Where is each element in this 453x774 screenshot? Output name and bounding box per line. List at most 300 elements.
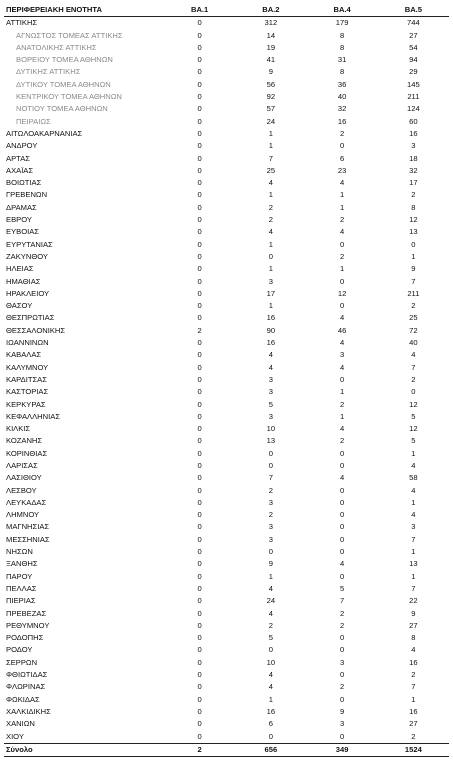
ba1-value-cell: 0 bbox=[197, 424, 202, 434]
ba2-value-cell: 3 bbox=[268, 276, 273, 286]
region-name-cell: ΦΛΩΡΙΝΑΣ bbox=[6, 682, 46, 692]
ba4-value-cell: 4 bbox=[340, 362, 345, 372]
ba2-value-cell: 0 bbox=[268, 547, 273, 557]
ba1-value-cell: 0 bbox=[197, 79, 202, 89]
table-subrow bbox=[4, 79, 449, 91]
region-name-cell: ΦΩΚΙΔΑΣ bbox=[6, 694, 40, 704]
table-subrow bbox=[4, 42, 449, 54]
region-name-cell: ΑΓΝΩΣΤΟΣ ΤΟΜΕΑΣ ΑΤΤΙΚΗΣ bbox=[16, 30, 123, 40]
region-name-cell: ΑΙΤΩΛΟΑΚΑΡΝΑΝΙΑΣ bbox=[6, 128, 83, 138]
ba2-value-cell: 4 bbox=[268, 583, 273, 593]
ba1-value-cell: 0 bbox=[197, 239, 202, 249]
region-name-cell: ΡΟΔΟΠΗΣ bbox=[6, 633, 44, 643]
table-row bbox=[4, 202, 449, 214]
total-label: Σύνολο bbox=[4, 743, 164, 756]
ba4-value-cell: 8 bbox=[340, 30, 345, 40]
ba1-value-cell: 0 bbox=[197, 608, 202, 618]
ba2-value-cell: 0 bbox=[268, 460, 273, 470]
ba4-value-cell: 3 bbox=[340, 657, 345, 667]
ba5-value-cell: 124 bbox=[407, 104, 420, 114]
ba4-value-cell: 0 bbox=[340, 141, 345, 151]
table-row bbox=[4, 276, 449, 288]
ba5-value-cell: 17 bbox=[409, 178, 418, 188]
table-row bbox=[4, 411, 449, 423]
ba4-value-cell: 1 bbox=[340, 202, 345, 212]
table-row bbox=[4, 312, 449, 324]
ba4-value-cell: 0 bbox=[340, 522, 345, 532]
ba1-value-cell: 0 bbox=[197, 350, 202, 360]
region-name-cell: ΑΝΑΤΟΛΙΚΗΣ ΑΤΤΙΚΗΣ bbox=[16, 42, 97, 52]
ba1-value-cell: 0 bbox=[197, 338, 202, 348]
table-row bbox=[4, 128, 449, 140]
ba1-value-cell: 0 bbox=[197, 301, 202, 311]
table-row bbox=[4, 399, 449, 411]
region-name-cell: ΛΕΣΒΟΥ bbox=[6, 485, 37, 495]
ba5-value-cell: 1 bbox=[411, 547, 416, 557]
ba2-value-cell: 0 bbox=[268, 731, 273, 741]
ba2-value-cell: 57 bbox=[266, 104, 276, 114]
ba2-value-cell: 3 bbox=[268, 522, 273, 532]
region-name-cell: ΕΥΡΥΤΑΝΙΑΣ bbox=[6, 239, 53, 249]
ba5-value-cell: 4 bbox=[411, 350, 416, 360]
region-name-cell: ΞΑΝΘΗΣ bbox=[6, 559, 38, 569]
ba5-value-cell: 16 bbox=[409, 706, 418, 716]
region-name-cell: ΑΡΤΑΣ bbox=[6, 153, 30, 163]
ba1-value-cell: 0 bbox=[197, 18, 202, 28]
ba2-value-cell: 1 bbox=[268, 239, 273, 249]
table-row bbox=[4, 251, 449, 263]
ba1-value-cell: 0 bbox=[197, 473, 202, 483]
ba4-value-cell: 4 bbox=[340, 338, 345, 348]
ba5-value-cell: 744 bbox=[407, 18, 420, 28]
ba2-value-cell: 7 bbox=[268, 473, 273, 483]
region-name-cell: ΙΩΑΝΝΙΝΩΝ bbox=[6, 338, 49, 348]
ba4-value-cell: 179 bbox=[335, 18, 349, 28]
table-row bbox=[4, 571, 449, 583]
ba5-value-cell: 22 bbox=[409, 596, 418, 606]
total-ba1: 2 bbox=[164, 743, 235, 756]
ba4-value-cell: 2 bbox=[340, 128, 345, 138]
ba2-value-cell: 92 bbox=[266, 92, 276, 102]
ba5-value-cell: 25 bbox=[409, 313, 418, 323]
ba4-value-cell: 40 bbox=[337, 92, 347, 102]
table-row bbox=[4, 435, 449, 447]
ba4-value-cell: 0 bbox=[340, 670, 345, 680]
table-subrow bbox=[4, 30, 449, 42]
table-row bbox=[4, 239, 449, 251]
ba4-value-cell: 1 bbox=[340, 264, 345, 274]
ba1-value-cell: 0 bbox=[197, 92, 202, 102]
ba2-value-cell: 4 bbox=[268, 178, 273, 188]
table-row bbox=[4, 706, 449, 718]
ba4-value-cell: 1 bbox=[340, 190, 345, 200]
ba1-value-cell: 0 bbox=[197, 571, 202, 581]
table-row bbox=[4, 509, 449, 521]
ba1-value-cell: 0 bbox=[197, 510, 202, 520]
ba1-value-cell: 0 bbox=[197, 288, 202, 298]
region-name-cell: ΚΙΛΚΙΣ bbox=[6, 424, 31, 434]
ba5-value-cell: 5 bbox=[411, 436, 416, 446]
ba1-value-cell: 0 bbox=[197, 547, 202, 557]
region-name-cell: ΚΕΡΚΥΡΑΣ bbox=[6, 399, 46, 409]
ba4-value-cell: 0 bbox=[340, 731, 345, 741]
table-row bbox=[4, 583, 449, 595]
table-row bbox=[4, 226, 449, 238]
region-name-cell: ΕΒΡΟΥ bbox=[6, 215, 32, 225]
ba4-value-cell: 16 bbox=[337, 116, 347, 126]
ba5-value-cell: 4 bbox=[411, 460, 416, 470]
ba2-value-cell: 90 bbox=[266, 325, 276, 335]
ba4-value-cell: 0 bbox=[340, 239, 345, 249]
ba5-value-cell: 27 bbox=[409, 30, 418, 40]
ba4-value-cell: 1 bbox=[340, 387, 345, 397]
ba1-value-cell: 0 bbox=[197, 55, 202, 65]
region-name-cell: ΠΡΕΒΕΖΑΣ bbox=[6, 608, 47, 618]
ba1-value-cell: 0 bbox=[197, 620, 202, 630]
ba5-value-cell: 27 bbox=[409, 719, 418, 729]
ba4-value-cell: 4 bbox=[340, 313, 345, 323]
ba2-value-cell: 5 bbox=[268, 633, 273, 643]
ba1-value-cell: 0 bbox=[197, 460, 202, 470]
table-row bbox=[4, 669, 449, 681]
region-name-cell: ΡΟΔΟΥ bbox=[6, 645, 33, 655]
ba2-value-cell: 4 bbox=[268, 362, 273, 372]
region-name-cell: ΠΙΕΡΙΑΣ bbox=[6, 596, 36, 606]
ba2-value-cell: 16 bbox=[266, 313, 276, 323]
region-name-cell: ΒΟΙΩΤΙΑΣ bbox=[6, 178, 42, 188]
ba2-value-cell: 4 bbox=[268, 227, 273, 237]
header-region: ΠΕΡΙΦΕΡΕΙΑΚΗ ΕΝΟΤΗΤΑ bbox=[4, 4, 164, 17]
ba2-value-cell: 3 bbox=[268, 411, 273, 421]
ba5-value-cell: 13 bbox=[409, 559, 418, 569]
ba1-value-cell: 0 bbox=[197, 190, 202, 200]
header-ba5: ΒΑ.5 bbox=[378, 4, 449, 17]
total-ba2: 656 bbox=[235, 743, 306, 756]
ba5-value-cell: 58 bbox=[409, 473, 418, 483]
ba4-value-cell: 46 bbox=[337, 325, 347, 335]
ba4-value-cell: 5 bbox=[340, 583, 345, 593]
ba2-value-cell: 19 bbox=[266, 42, 276, 52]
ba2-value-cell: 4 bbox=[268, 682, 273, 692]
ba5-value-cell: 1 bbox=[411, 448, 416, 458]
ba1-value-cell: 0 bbox=[197, 731, 202, 741]
header-row bbox=[4, 4, 449, 17]
region-name-cell: ΔΡΑΜΑΣ bbox=[6, 202, 37, 212]
region-name-cell: ΗΡΑΚΛΕΙΟΥ bbox=[6, 288, 50, 298]
ba4-value-cell: 1 bbox=[340, 411, 345, 421]
ba5-value-cell: 16 bbox=[409, 657, 418, 667]
ba5-value-cell: 72 bbox=[409, 325, 418, 335]
ba1-value-cell: 0 bbox=[197, 153, 202, 163]
ba4-value-cell: 8 bbox=[340, 67, 345, 77]
region-name-cell: ΠΕΙΡΑΙΩΣ bbox=[16, 116, 51, 126]
ba1-value-cell: 0 bbox=[197, 104, 202, 114]
ba2-value-cell: 0 bbox=[268, 645, 273, 655]
ba1-value-cell: 0 bbox=[197, 251, 202, 261]
ba2-value-cell: 3 bbox=[268, 497, 273, 507]
ba1-value-cell: 0 bbox=[197, 706, 202, 716]
ba4-value-cell: 0 bbox=[340, 510, 345, 520]
region-name-cell: ΔΥΤΙΚΟΥ ΤΟΜΕΑ ΑΘΗΝΩΝ bbox=[16, 79, 111, 89]
ba2-value-cell: 17 bbox=[266, 288, 276, 298]
ba2-value-cell: 6 bbox=[268, 719, 273, 729]
ba2-value-cell: 25 bbox=[266, 165, 276, 175]
ba1-value-cell: 0 bbox=[197, 633, 202, 643]
ba2-value-cell: 1 bbox=[268, 301, 273, 311]
ba1-value-cell: 0 bbox=[197, 436, 202, 446]
ba2-value-cell: 16 bbox=[266, 706, 276, 716]
ba5-value-cell: 1 bbox=[411, 694, 416, 704]
ba1-value-cell: 0 bbox=[197, 682, 202, 692]
region-name-cell: ΝΗΣΩΝ bbox=[6, 547, 33, 557]
ba4-value-cell: 4 bbox=[340, 178, 345, 188]
ba5-value-cell: 32 bbox=[409, 165, 418, 175]
table-row bbox=[4, 362, 449, 374]
table-row bbox=[4, 189, 449, 201]
ba5-value-cell: 3 bbox=[411, 141, 416, 151]
region-name-cell: ΡΕΘΥΜΝΟΥ bbox=[6, 620, 50, 630]
ba4-value-cell: 0 bbox=[340, 301, 345, 311]
ba4-value-cell: 0 bbox=[340, 460, 345, 470]
region-name-cell: ΝΟΤΙΟΥ ΤΟΜΕΑ ΑΘΗΝΩΝ bbox=[16, 104, 108, 114]
ba4-value-cell: 0 bbox=[340, 633, 345, 643]
ba1-value-cell: 0 bbox=[197, 559, 202, 569]
table-subrow bbox=[4, 66, 449, 78]
ba2-value-cell: 9 bbox=[268, 67, 273, 77]
table-row bbox=[4, 681, 449, 693]
ba4-value-cell: 0 bbox=[340, 485, 345, 495]
table-row bbox=[4, 337, 449, 349]
ba5-value-cell: 12 bbox=[409, 399, 418, 409]
region-name-cell: ΛΕΥΚΑΔΑΣ bbox=[6, 497, 47, 507]
table-row bbox=[4, 632, 449, 644]
ba1-value-cell: 0 bbox=[197, 165, 202, 175]
region-name-cell: ΧΙΟΥ bbox=[6, 731, 24, 741]
region-name-cell: ΘΑΣΟΥ bbox=[6, 301, 33, 311]
ba5-value-cell: 16 bbox=[409, 128, 418, 138]
ba4-value-cell: 0 bbox=[340, 374, 345, 384]
table-row bbox=[4, 214, 449, 226]
table-row bbox=[4, 521, 449, 533]
ba2-value-cell: 56 bbox=[266, 79, 276, 89]
ba5-value-cell: 2 bbox=[411, 670, 416, 680]
ba4-value-cell: 0 bbox=[340, 497, 345, 507]
table-row bbox=[4, 657, 449, 669]
region-name-cell: ΜΕΣΣΗΝΙΑΣ bbox=[6, 534, 50, 544]
ba4-value-cell: 0 bbox=[340, 276, 345, 286]
ba1-value-cell: 0 bbox=[197, 411, 202, 421]
ba1-value-cell: 0 bbox=[197, 657, 202, 667]
ba5-value-cell: 211 bbox=[407, 288, 420, 298]
region-name-cell: ΛΑΡΙΣΑΣ bbox=[6, 460, 38, 470]
ba5-value-cell: 13 bbox=[409, 227, 418, 237]
ba1-value-cell: 0 bbox=[197, 497, 202, 507]
table-subrow bbox=[4, 103, 449, 115]
ba1-value-cell: 0 bbox=[197, 448, 202, 458]
ba5-value-cell: 40 bbox=[409, 338, 418, 348]
ba5-value-cell: 145 bbox=[407, 79, 420, 89]
ba2-value-cell: 4 bbox=[268, 670, 273, 680]
region-name-cell: ΚΟΡΙΝΘΙΑΣ bbox=[6, 448, 48, 458]
region-name-cell: ΣΕΡΡΩΝ bbox=[6, 657, 38, 667]
ba2-value-cell: 1 bbox=[268, 190, 273, 200]
ba5-value-cell: 8 bbox=[411, 633, 416, 643]
ba4-value-cell: 0 bbox=[340, 645, 345, 655]
table-row bbox=[4, 472, 449, 484]
table-subrow bbox=[4, 91, 449, 103]
ba2-value-cell: 312 bbox=[264, 18, 278, 28]
table-row bbox=[4, 153, 449, 165]
table-row bbox=[4, 325, 449, 337]
ba1-value-cell: 0 bbox=[197, 670, 202, 680]
ba2-value-cell: 41 bbox=[266, 55, 276, 65]
table-body bbox=[4, 17, 449, 744]
ba4-value-cell: 2 bbox=[340, 215, 345, 225]
ba5-value-cell: 1 bbox=[411, 251, 416, 261]
ba5-value-cell: 4 bbox=[411, 645, 416, 655]
ba1-value-cell: 0 bbox=[197, 485, 202, 495]
ba5-value-cell: 3 bbox=[411, 522, 416, 532]
ba5-value-cell: 94 bbox=[409, 55, 418, 65]
table-row bbox=[4, 558, 449, 570]
region-name-cell: ΚΑΛΥΜΝΟΥ bbox=[6, 362, 49, 372]
region-name-cell: ΛΑΣΙΘΙΟΥ bbox=[6, 473, 42, 483]
ba2-value-cell: 9 bbox=[268, 559, 273, 569]
total-ba5: 1524 bbox=[378, 743, 449, 756]
region-name-cell: ΜΑΓΝΗΣΙΑΣ bbox=[6, 522, 50, 532]
table-row bbox=[4, 546, 449, 558]
ba2-value-cell: 7 bbox=[268, 153, 273, 163]
ba1-value-cell: 0 bbox=[197, 67, 202, 77]
region-name-cell: ΧΑΛΚΙΔΙΚΗΣ bbox=[6, 706, 51, 716]
table-row bbox=[4, 263, 449, 275]
header-ba4: ΒΑ.4 bbox=[307, 4, 378, 17]
region-name-cell: ΖΑΚΥΝΘΟΥ bbox=[6, 251, 48, 261]
ba4-value-cell: 2 bbox=[340, 436, 345, 446]
table-row bbox=[4, 485, 449, 497]
region-name-cell: ΧΑΝΙΩΝ bbox=[6, 719, 35, 729]
ba4-value-cell: 0 bbox=[340, 547, 345, 557]
ba5-value-cell: 7 bbox=[411, 534, 416, 544]
ba1-value-cell: 2 bbox=[197, 325, 202, 335]
ba2-value-cell: 1 bbox=[268, 264, 273, 274]
ba5-value-cell: 12 bbox=[409, 215, 418, 225]
region-name-cell: ΛΗΜΝΟΥ bbox=[6, 510, 40, 520]
ba4-value-cell: 36 bbox=[337, 79, 347, 89]
ba2-value-cell: 2 bbox=[268, 215, 273, 225]
ba1-value-cell: 0 bbox=[197, 30, 202, 40]
table-row bbox=[4, 423, 449, 435]
ba5-value-cell: 2 bbox=[411, 190, 416, 200]
ba4-value-cell: 2 bbox=[340, 682, 345, 692]
ba2-value-cell: 1 bbox=[268, 128, 273, 138]
ba5-value-cell: 1 bbox=[411, 571, 416, 581]
ba1-value-cell: 0 bbox=[197, 399, 202, 409]
region-name-cell: ΘΕΣΣΑΛΟΝΙΚΗΣ bbox=[6, 325, 66, 335]
ba1-value-cell: 0 bbox=[197, 534, 202, 544]
ba2-value-cell: 2 bbox=[268, 620, 273, 630]
table-row bbox=[4, 448, 449, 460]
ba2-value-cell: 14 bbox=[266, 30, 276, 40]
ba5-value-cell: 12 bbox=[409, 424, 418, 434]
ba2-value-cell: 10 bbox=[266, 657, 276, 667]
ba5-value-cell: 5 bbox=[411, 411, 416, 421]
ba1-value-cell: 0 bbox=[197, 694, 202, 704]
ba4-value-cell: 9 bbox=[340, 706, 345, 716]
table-row bbox=[4, 718, 449, 730]
region-name-cell: ΗΜΑΘΙΑΣ bbox=[6, 276, 41, 286]
ba2-value-cell: 16 bbox=[266, 338, 276, 348]
ba1-value-cell: 0 bbox=[197, 215, 202, 225]
region-name-cell: ΚΟΖΑΝΗΣ bbox=[6, 436, 43, 446]
region-name-cell: ΚΑΣΤΟΡΙΑΣ bbox=[6, 387, 49, 397]
ba5-value-cell: 8 bbox=[411, 202, 416, 212]
table-row bbox=[4, 620, 449, 632]
ba2-value-cell: 1 bbox=[268, 571, 273, 581]
ba4-value-cell: 0 bbox=[340, 694, 345, 704]
ba2-value-cell: 0 bbox=[268, 251, 273, 261]
ba2-value-cell: 2 bbox=[268, 485, 273, 495]
ba5-value-cell: 9 bbox=[411, 264, 416, 274]
ba2-value-cell: 13 bbox=[266, 436, 276, 446]
ba2-value-cell: 1 bbox=[268, 694, 273, 704]
region-name-cell: ΒΟΡΕΙΟΥ ΤΟΜΕΑ ΑΘΗΝΩΝ bbox=[16, 55, 113, 65]
header-ba1: ΒΑ.1 bbox=[164, 4, 235, 17]
ba4-value-cell: 12 bbox=[337, 288, 347, 298]
region-name-cell: ΚΕΦΑΛΛΗΝΙΑΣ bbox=[6, 411, 61, 421]
ba5-value-cell: 60 bbox=[409, 116, 418, 126]
region-name-cell: ΦΘΙΩΤΙΔΑΣ bbox=[6, 670, 48, 680]
ba4-value-cell: 0 bbox=[340, 534, 345, 544]
ba1-value-cell: 0 bbox=[197, 227, 202, 237]
region-name-cell: ΠΑΡΟΥ bbox=[6, 571, 33, 581]
table-row bbox=[4, 349, 449, 361]
ba4-value-cell: 4 bbox=[340, 559, 345, 569]
ba2-value-cell: 1 bbox=[268, 141, 273, 151]
ba1-value-cell: 0 bbox=[197, 522, 202, 532]
ba1-value-cell: 0 bbox=[197, 313, 202, 323]
ba5-value-cell: 7 bbox=[411, 583, 416, 593]
region-name-cell: ΚΑΡΔΙΤΣΑΣ bbox=[6, 374, 47, 384]
ba2-value-cell: 3 bbox=[268, 534, 273, 544]
ba4-value-cell: 7 bbox=[340, 596, 345, 606]
region-name-cell: ΘΕΣΠΡΩΤΙΑΣ bbox=[6, 313, 55, 323]
table-row bbox=[4, 374, 449, 386]
ba4-value-cell: 3 bbox=[340, 719, 345, 729]
ba2-value-cell: 2 bbox=[268, 202, 273, 212]
ba1-value-cell: 0 bbox=[197, 264, 202, 274]
ba1-value-cell: 0 bbox=[197, 719, 202, 729]
ba4-value-cell: 8 bbox=[340, 42, 345, 52]
table-row bbox=[4, 595, 449, 607]
table-subrow bbox=[4, 116, 449, 128]
ba4-value-cell: 2 bbox=[340, 251, 345, 261]
ba5-value-cell: 0 bbox=[411, 387, 416, 397]
header-ba2: ΒΑ.2 bbox=[235, 4, 306, 17]
ba4-value-cell: 0 bbox=[340, 448, 345, 458]
ba2-value-cell: 5 bbox=[268, 399, 273, 409]
ba4-value-cell: 4 bbox=[340, 424, 345, 434]
ba1-value-cell: 0 bbox=[197, 42, 202, 52]
ba1-value-cell: 0 bbox=[197, 374, 202, 384]
ba2-value-cell: 24 bbox=[266, 116, 276, 126]
ba2-value-cell: 3 bbox=[268, 374, 273, 384]
ba4-value-cell: 6 bbox=[340, 153, 345, 163]
ba1-value-cell: 0 bbox=[197, 387, 202, 397]
ba2-value-cell: 24 bbox=[266, 596, 276, 606]
table-row bbox=[4, 731, 449, 744]
region-name-cell: ΗΛΕΙΑΣ bbox=[6, 264, 34, 274]
